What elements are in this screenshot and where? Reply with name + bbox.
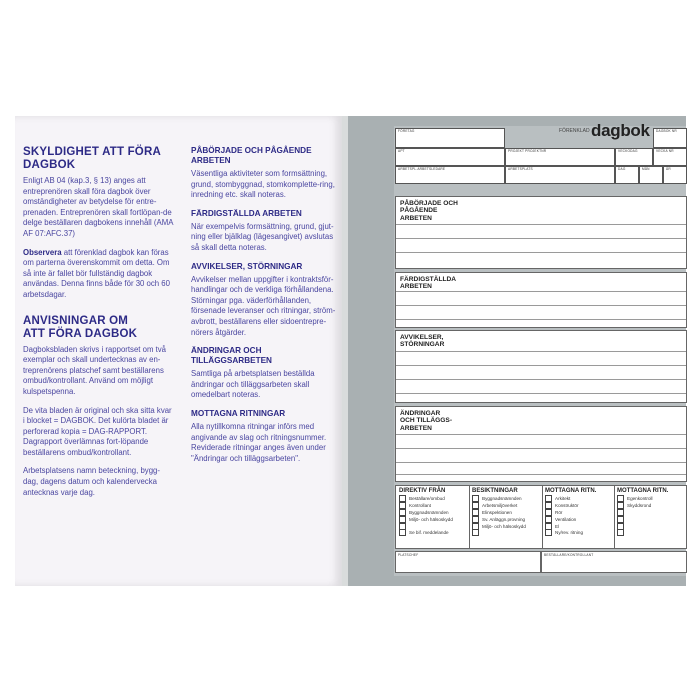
brand-title: dagbok	[591, 121, 650, 140]
check-label: Skyddsrond	[627, 502, 652, 508]
col-mottagna-1	[542, 486, 615, 548]
label-veckodag: VECKODAG	[618, 149, 638, 153]
paragraph-paborjade: Väsentliga aktiviteter som formsättning, grund, stombyggnad, stomkomplette-ring, inredning etc. skall noteras.	[191, 169, 335, 200]
check-label: Byggnadsnämnden	[409, 509, 449, 515]
heading-andringar: ÄNDRINGAR OCH TILLÄGGSARBETEN	[191, 346, 272, 366]
paragraph-ab04: Enligt AB 04 (kap.3, § 13) anges att entreprenören skall föra dagbok över omständigheter av betydelse för entre-prenaden. Entreprenören skall fortlöpan-de delge beställaren dagbokens innehåll (AMA AF 07:AFC.37)	[23, 176, 173, 238]
check-row[interactable]	[399, 495, 469, 502]
paragraph-dagboksbladen: Dagboksbladen skrivs i rapportset om två exemplar och skall undertecknas av en-treprenörens platschef samt beställarens ombud/kontrollant. Använd om möjligt kulspetspenna.	[23, 344, 167, 396]
heading-paborjade: PÅBÖRJADE OCH PÅGÅENDE ARBETEN	[191, 146, 312, 165]
check-row[interactable]	[545, 502, 614, 509]
brand-prefix: FÖRENKLAD	[559, 128, 590, 134]
check-row[interactable]	[545, 529, 614, 536]
check-label: Ventilation	[555, 516, 577, 522]
check-label: Arkitekt	[555, 495, 571, 501]
heading-anvisningar: ANVISNINGAR OM ATT FÖRA DAGBOK	[23, 314, 138, 340]
label-platschef: PLATSCHEF	[398, 553, 419, 557]
paragraph-observera	[23, 248, 173, 301]
observera-label: Observera	[23, 247, 62, 257]
check-label: Se bif. meddelande	[409, 530, 449, 536]
left-page	[15, 116, 342, 586]
check-row[interactable]	[545, 523, 614, 530]
check-row[interactable]	[617, 523, 685, 530]
heading-fardigstallda: FÄRDIGSTÄLLDA ARBETEN	[191, 208, 302, 218]
check-label: Miljö- och hälsoskydd	[482, 523, 526, 529]
col-mottagna-2	[614, 486, 685, 548]
check-label: Beställare/ombud	[409, 495, 445, 501]
checkbox[interactable]	[545, 529, 552, 536]
check-row[interactable]	[399, 516, 469, 523]
label-bestallare: BESTÄLLARE/KONTROLLANT	[544, 553, 594, 557]
check-row[interactable]	[472, 495, 542, 502]
checkbox[interactable]	[617, 529, 624, 536]
check-row[interactable]	[472, 529, 542, 536]
check-row[interactable]	[617, 529, 685, 536]
head-besiktningar: BESIKTNINGAR	[472, 488, 518, 494]
check-row[interactable]	[617, 502, 685, 509]
check-row[interactable]	[472, 502, 542, 509]
head-mottagna-1: MOTTAGNA RITN.	[545, 488, 597, 494]
section-fardigstallda[interactable]	[395, 272, 687, 328]
label-arbetsplats: ARBETSPLATS	[508, 167, 533, 171]
section-paborjade[interactable]	[395, 196, 687, 269]
check-label: Sv. Anläggn.provning	[482, 516, 526, 522]
check-row[interactable]	[545, 516, 614, 523]
left-column	[23, 146, 173, 506]
label-man: MÅN	[642, 167, 650, 171]
head-direktiv: DIREKTIV FRÅN	[399, 488, 446, 494]
heading-skyldighet: SKYLDIGHET ATT FÖRA DAGBOK	[23, 146, 161, 171]
section-label-paborjade: PÅBÖRJADE OCH PÅGÅENDE ARBETEN	[400, 200, 458, 222]
check-label: Kontrollant	[409, 502, 431, 508]
observera-text: att förenklad dagbok kan föras om parterna överenskommit om detta. Om så inte är fallet bör fullständig dagbok användas. Denna finns både för 30 och 60 arbetsdagar.	[23, 247, 170, 299]
paragraph-andringar: Samtliga på arbetsplatsen beställda ändringar och tilläggsarbeten skall omedelbart noteras.	[191, 369, 315, 400]
check-label: Elinspektionen	[482, 509, 512, 515]
label-dagbok-nr: DAGBOK NR	[656, 129, 677, 133]
check-row[interactable]	[472, 516, 542, 523]
paragraph-mottagna: Alla nytillkomna ritningar införs med angivande av slag och ritningsnummer. Reviderade ritningar anges även under "Ändringar och tilläggsarbeten".	[191, 421, 327, 463]
check-row[interactable]	[545, 509, 614, 516]
paragraph-fardigstallda: När exempelvis formsättning, grund, gjut-ning eller bjälklag (lägesangivet) avslutas så skall detta noteras.	[191, 221, 334, 252]
check-label: Egenkontroll	[627, 495, 653, 501]
paragraph-avvikelser: Avvikelser mellan uppgifter i kontraktsför-handlingar och de verkliga förhållandena. Störningar pga. väderförhållanden, försenade leveranser och ritningar, ström-avbrott, beställarens eller sidoentrepre-nörers åtgärder.	[191, 274, 336, 337]
section-andringar[interactable]	[395, 406, 687, 482]
check-row[interactable]	[545, 495, 614, 502]
check-label: El	[555, 523, 560, 529]
paragraph-arbetsplatsens: Arbetsplatsens namn beteckning, bygg-dag, dagens datum och kalendervecka antecknas varje dag.	[23, 466, 160, 497]
label-projekt: PROJEKT PROJEKTNR	[508, 149, 547, 153]
label-foretag: FÖRETAG	[398, 129, 415, 133]
field-apt[interactable]	[395, 148, 505, 166]
label-apt: APT	[398, 149, 405, 153]
check-label: Rör	[555, 509, 563, 515]
section-label-avvikelser: AVVIKELSER, STÖRNINGAR	[400, 334, 445, 349]
checkbox[interactable]	[399, 529, 406, 536]
paragraph-vita-bladen: De vita bladen är original och ska sitta kvar i blocket = DAGBOK. Det kulörta bladet är perforerad kopia = DAG-RAPPORT. Dagrapport överlämnas fort-löpande beställarens ombud/kontrollant.	[23, 405, 172, 457]
section-label-fardigstallda: FÄRDIGSTÄLLDA ARBETEN	[400, 276, 457, 291]
check-label: Miljö- och hälsoskydd	[409, 516, 453, 522]
check-row[interactable]	[399, 523, 469, 530]
head-mottagna-2: MOTTAGNA RITN.	[617, 488, 669, 494]
check-row[interactable]	[617, 516, 685, 523]
checkbox[interactable]	[472, 529, 479, 536]
check-label: Ny/rev. ritning	[555, 530, 583, 536]
checkbox-grid	[395, 485, 687, 549]
check-label: Konstruktör	[555, 502, 579, 508]
section-label-andringar: ÄNDRINGAR OCH TILLÄGGS- ARBETEN	[400, 410, 453, 432]
heading-mottagna: MOTTAGNA RITNINGAR	[191, 408, 286, 418]
check-row[interactable]	[472, 509, 542, 516]
check-row[interactable]	[472, 523, 542, 530]
label-dag: DAG	[618, 167, 626, 171]
heading-avvikelser: AVVIKELSER, STÖRNINGAR	[191, 261, 303, 271]
check-row[interactable]	[617, 495, 685, 502]
label-ar: ÅR	[666, 167, 671, 171]
check-label: Arbetsmiljöverket	[482, 502, 518, 508]
right-column	[191, 146, 337, 472]
label-vecka-nr: VECKA NR	[656, 149, 674, 153]
check-row[interactable]	[399, 529, 469, 536]
col-besiktningar	[469, 486, 543, 548]
check-row[interactable]	[399, 502, 469, 509]
check-label: Byggnadsnämnden	[482, 495, 522, 501]
section-avvikelser[interactable]	[395, 330, 687, 403]
label-arbetsplats-arbetsledare: ARBETSPL.ARBETSLEDARE	[398, 167, 446, 171]
check-row[interactable]	[399, 509, 469, 516]
check-row[interactable]	[617, 509, 685, 516]
col-direktiv	[396, 486, 470, 548]
